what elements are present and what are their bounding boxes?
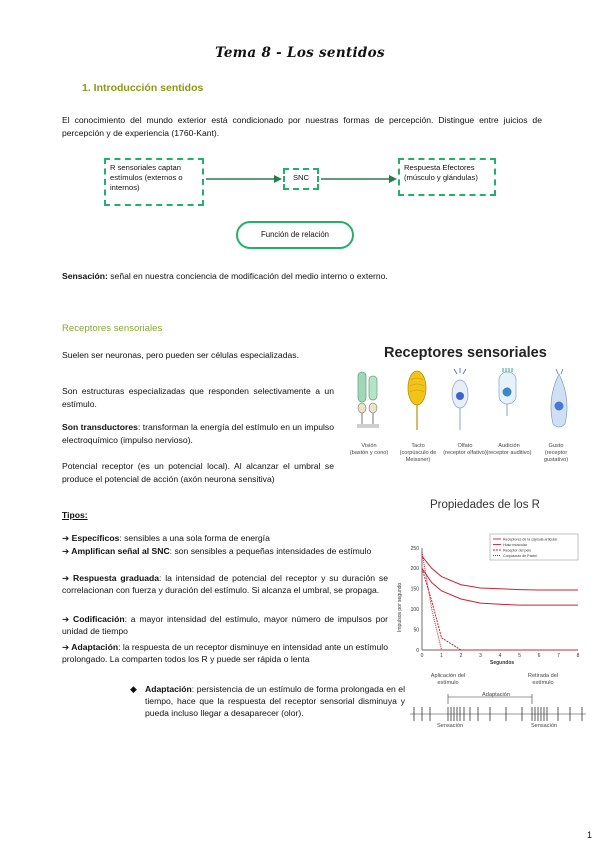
caption-tacto: Tacto (corpúsculo de Meissner)	[399, 443, 437, 463]
caption-audicion: Audición (receptor auditivo)	[486, 443, 532, 456]
y-tick-label: 150	[410, 586, 419, 593]
x-tick-label: 3	[479, 653, 482, 659]
receptores-p1: Suelen ser neuronas, pero pueden ser células especializadas.	[62, 350, 299, 360]
response-box: Respuesta Efectores (músculo y glándulas)	[398, 158, 496, 196]
x-tick-label: 8	[576, 653, 580, 659]
receptores-p2: Son estructuras especializadas que responden selectivamente a un estímulo.	[62, 386, 334, 409]
y-tick-label: 50	[413, 627, 419, 634]
sensacion-text: señal en nuestra conciencia de modificación del medio interno o externo.	[107, 271, 388, 281]
x-tick-label: 5	[518, 653, 521, 659]
tipos-item	[62, 613, 388, 637]
item-label: Amplifican señal al SNC	[71, 546, 170, 556]
adaptation-label: Adaptación	[482, 692, 510, 698]
sensacion-label: Sensación:	[62, 271, 108, 281]
x-tick-label: 6	[537, 653, 541, 659]
legend-entry: Receptores de la cápsula articular	[503, 537, 558, 542]
diamond-bullet-icon: ◆	[130, 684, 137, 694]
intro-paragraph: El conocimiento del mundo exterior está condicionado por nuestras formas de percepción. Distingue entre juicios de percepción y de experiencia (1760-Kant).	[62, 115, 542, 138]
snc-box: SNC	[283, 168, 319, 190]
series-line	[422, 552, 578, 650]
series-line	[422, 568, 578, 650]
x-tick-label: 1	[440, 653, 443, 659]
y-tick-label: 0	[416, 647, 419, 654]
section-heading-receptores: Receptores sensoriales	[62, 323, 163, 334]
item-text: : son sensibles a pequeñas intensidades de estímulo	[169, 546, 372, 556]
page-number: 1	[586, 830, 592, 840]
apply-stimulus-label: Aplicación del estímulo	[430, 673, 466, 686]
arrow-icon	[274, 175, 282, 183]
tipos-item	[62, 545, 388, 557]
arrow-right-icon: ➔	[62, 533, 72, 543]
subitem-label: Adaptación	[145, 684, 192, 694]
receptores-p3	[62, 421, 334, 446]
x-tick-label: 4	[498, 653, 502, 659]
item-text: : sensibles a una sola forma de energía	[119, 533, 270, 543]
tipos-item	[62, 532, 388, 544]
tipos-item	[62, 572, 388, 596]
item-label: Codificación	[73, 614, 125, 624]
receptor-cells-illustration	[345, 368, 585, 438]
figure-receptors-title: Receptores sensoriales	[384, 345, 547, 361]
arrow-right-icon: ➔	[62, 642, 72, 652]
transductores-text: : transforman la energía del estímulo en un impulso electroquímico (impulso nervioso).	[62, 422, 334, 445]
transductores-label: Son transductores	[62, 422, 138, 432]
subitem-text: : persistencia de un estímulo de forma prolongada en el tiempo, hace que la respuesta del receptor sensorial disminuya y pueda incluso llegar a desaparecer (olor).	[145, 684, 405, 719]
receptores-p4: Potencial receptor (es un potencial local). Al alcanzar el umbral se produce el potencial de acción (axón neurona sensitiva)	[62, 461, 334, 484]
olfato-cell-icon	[452, 368, 468, 430]
caption-olfato: Olfato (receptor olfativo)	[443, 443, 487, 456]
adaptacion-subitem	[145, 683, 405, 720]
tipos-heading: Tipos:	[62, 510, 88, 520]
sensacion-line	[62, 271, 542, 281]
sensation-label-1: Sensación	[436, 723, 464, 729]
legend-entry: Corpúsculo de Pacini	[503, 553, 537, 558]
item-label: Respuesta graduada	[73, 573, 160, 583]
diagram-arrows	[0, 0, 600, 300]
item-text: : la respuesta de un receptor disminuye en intensidad ante un estímulo prolongado. La comparten todos los R y puede ser rápida o lenta	[62, 642, 388, 665]
arrow-icon	[389, 175, 397, 183]
sensation-label-2: Sensación	[530, 723, 558, 729]
legend-entry: Huso muscular	[503, 542, 527, 547]
y-axis-label: Impulsos por segundo	[397, 582, 403, 632]
tipos-item	[62, 641, 388, 665]
legend-entry: Receptor del pelo	[503, 548, 532, 553]
arrow-right-icon: ➔	[62, 614, 73, 624]
tacto-cell-icon	[408, 371, 426, 430]
y-tick-label: 250	[410, 545, 419, 552]
item-label: Específicos	[71, 533, 120, 543]
function-box: Función de relación	[236, 221, 354, 249]
item-label: Adaptación	[71, 642, 119, 652]
adaptation-chart	[392, 528, 592, 668]
page-title: Tema 8 - Los sentidos	[215, 45, 385, 61]
gusto-cell-icon	[551, 369, 567, 427]
x-tick-label: 7	[557, 653, 560, 659]
remove-stimulus-label: Retirada del estímulo	[527, 673, 559, 686]
x-tick-label: 0	[420, 653, 424, 659]
vision-cell-icon	[357, 372, 379, 428]
y-tick-label: 200	[410, 566, 419, 573]
item-text: : la intensidad de potencial del receptor y su duración se correlacionan con fuerza y duración del estímulo. Si alcanza el umbral, se propaga.	[62, 573, 388, 596]
y-tick-label: 100	[410, 607, 419, 613]
spike-train	[410, 692, 586, 726]
item-text: : a mayor intensidad del estímulo, mayor número de impulsos por unidad de tiempo	[62, 614, 388, 637]
arrow-right-icon: ➔	[62, 573, 74, 583]
audicion-cell-icon	[499, 368, 516, 416]
caption-gusto: Gusto (receptor gustativo)	[543, 443, 569, 463]
series-line	[422, 568, 578, 605]
arrow-right-icon: ➔	[62, 546, 72, 556]
chart-title: Propiedades de los R	[430, 499, 540, 511]
x-tick-label: 2	[459, 653, 463, 659]
caption-vision: Visión (bastón y cono)	[349, 443, 389, 456]
receptors-box: R sensoriales captan estímulos (externos o internos)	[104, 158, 204, 206]
x-axis-label: Segundos	[490, 660, 515, 666]
section-heading-intro: 1. Introducción sentidos	[82, 82, 204, 94]
